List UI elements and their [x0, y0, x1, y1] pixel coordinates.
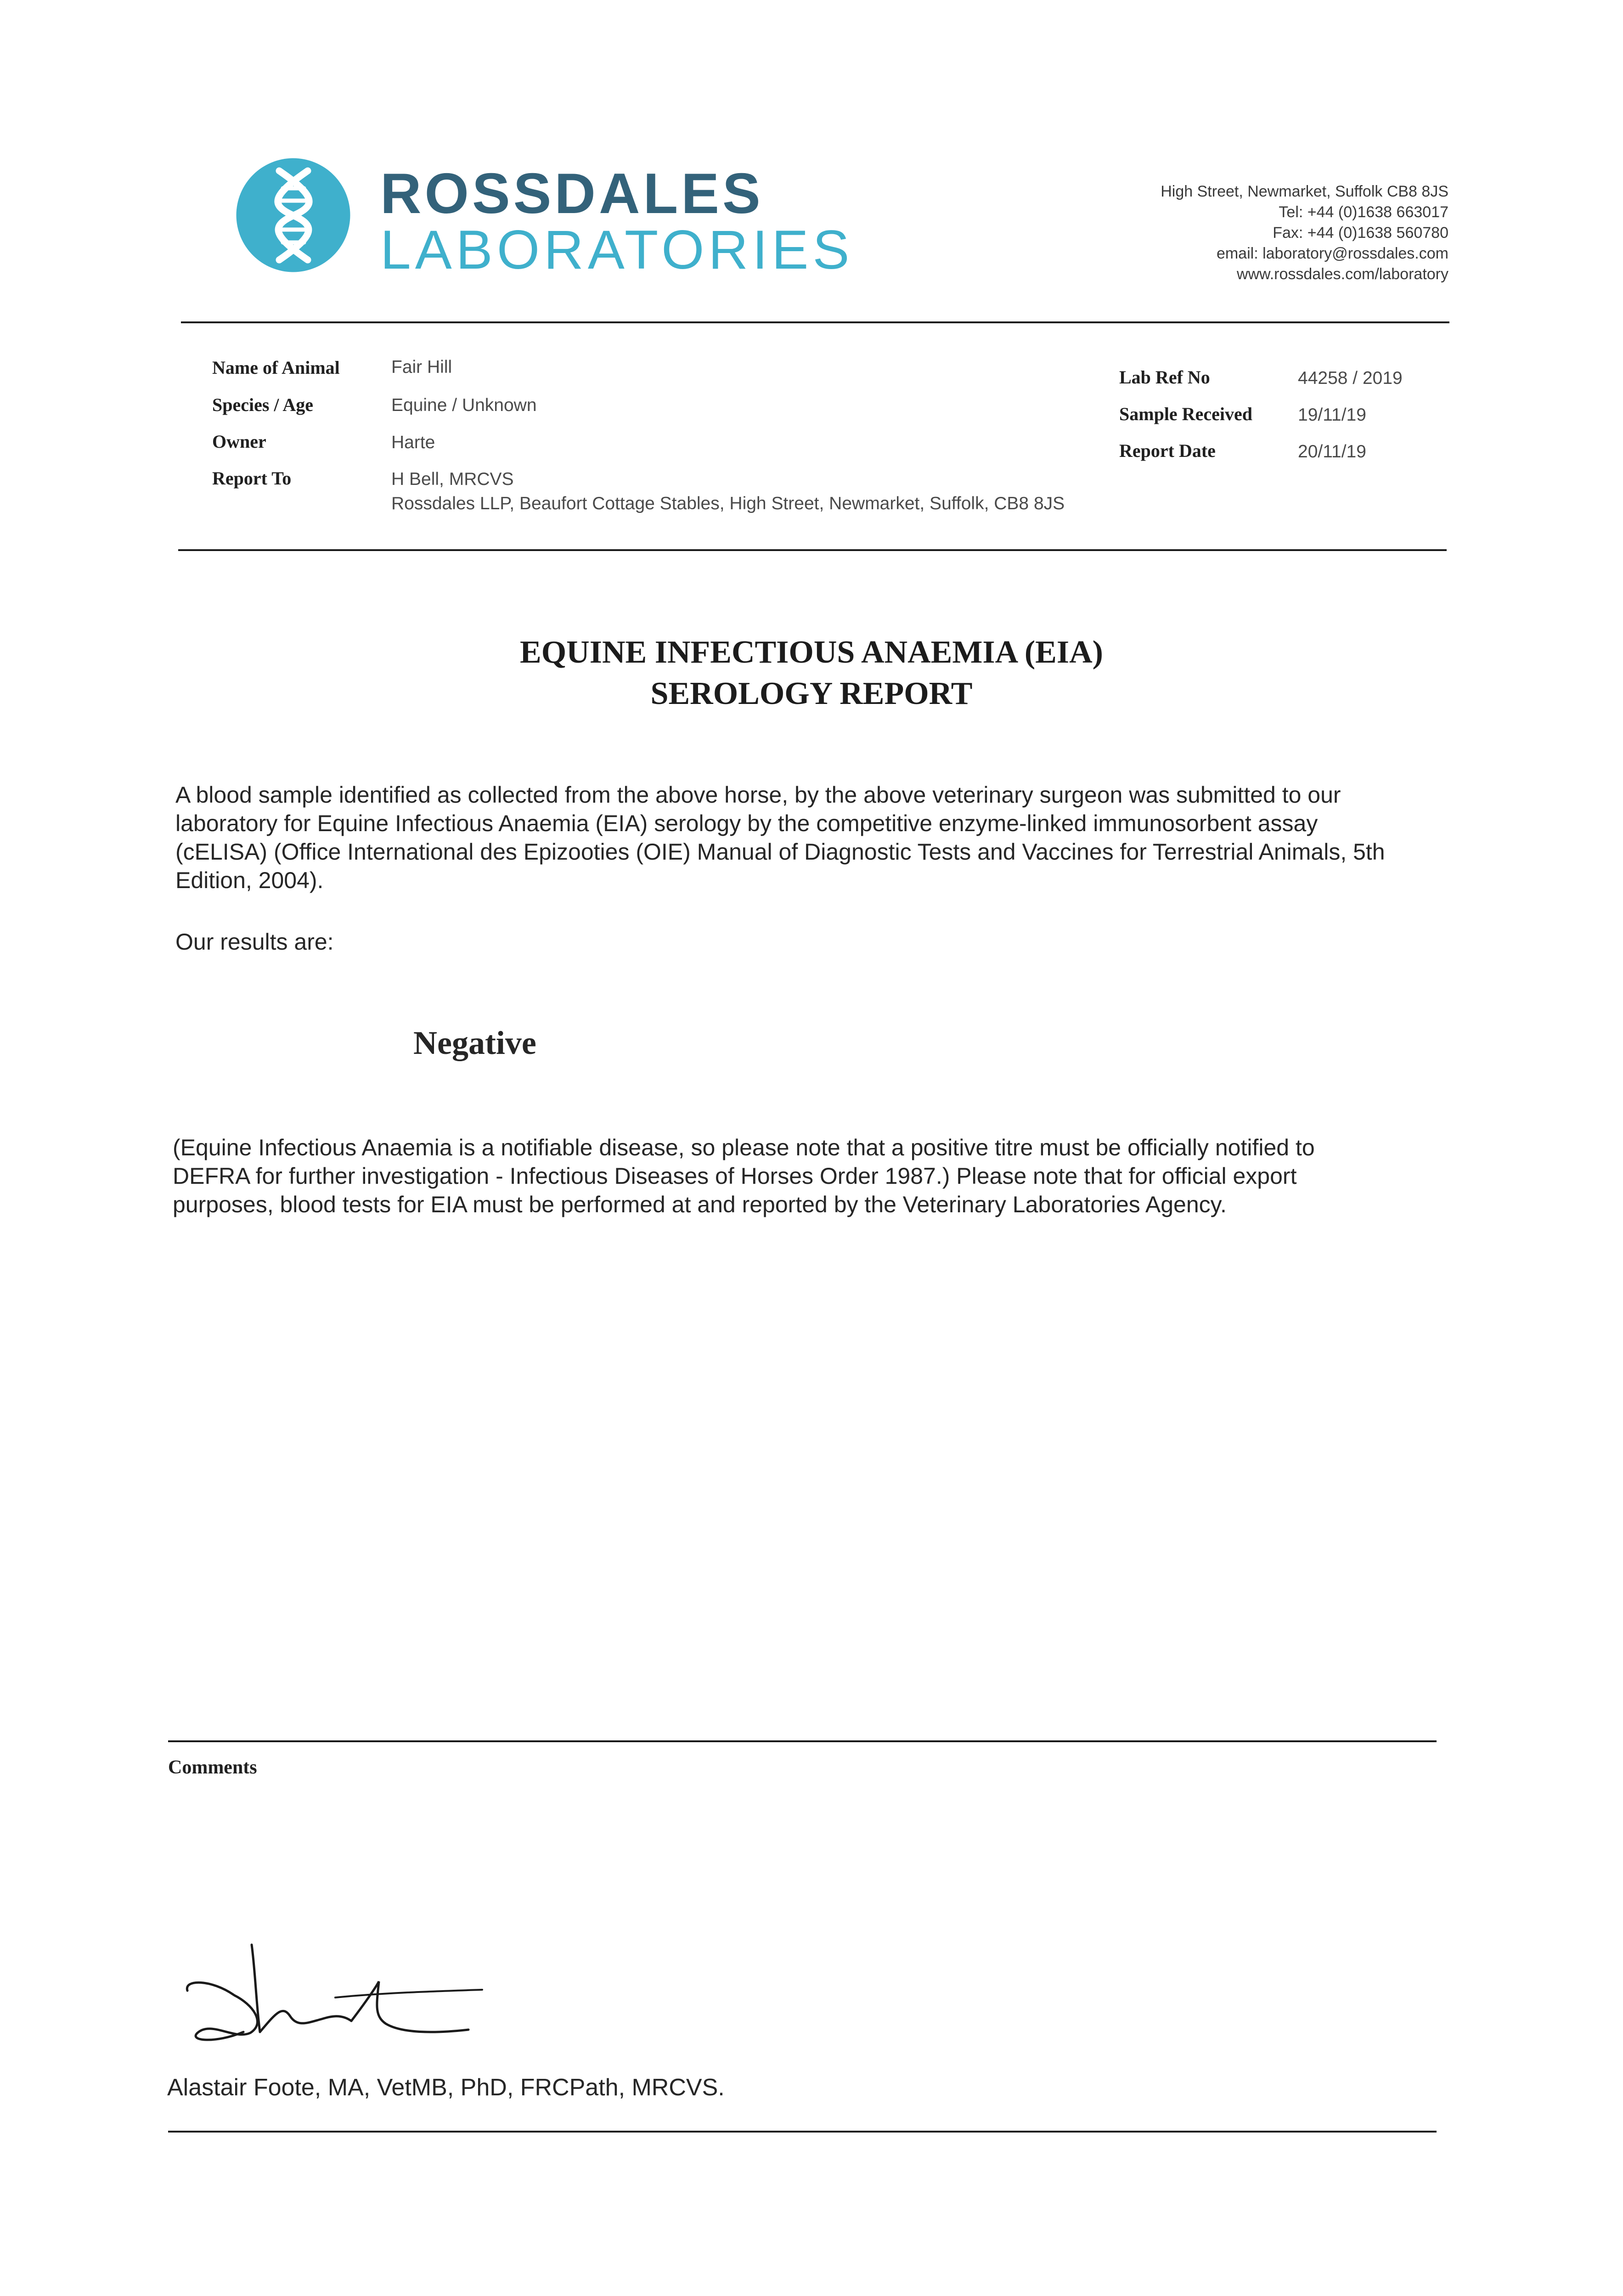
- brand-name: ROSSDALES: [380, 162, 764, 225]
- sample-received-value: 19/11/19: [1298, 405, 1366, 425]
- sample-received-label: Sample Received: [1119, 404, 1252, 424]
- signatory-name: Alastair Foote, MA, VetMB, PhD, FRCPath, MRCVS.: [167, 2074, 725, 2101]
- contact-tel: Tel: +44 (0)1638 663017: [1279, 203, 1448, 221]
- brand-subtitle: LABORATORIES: [380, 219, 854, 281]
- report-to-name: H Bell, MRCVS: [391, 469, 514, 489]
- header-divider: [181, 321, 1449, 323]
- animal-value: Fair Hill: [391, 357, 452, 377]
- contact-fax: Fax: +44 (0)1638 560780: [1273, 224, 1448, 242]
- footer-divider: [168, 2131, 1437, 2133]
- result-value: Negative: [413, 1024, 536, 1061]
- contact-address: High Street, Newmarket, Suffolk CB8 8JS: [1161, 183, 1448, 200]
- intro-line: laboratory for Equine Infectious Anaemia (EIA) serology by the competitive enzyme-linked immunosorbent assay: [175, 810, 1318, 836]
- contact-email: email: laboratory@rossdales.com: [1216, 245, 1448, 262]
- lab-ref-label: Lab Ref No: [1119, 367, 1210, 388]
- species-value: Equine / Unknown: [391, 395, 537, 415]
- lab-ref-value: 44258 / 2019: [1298, 368, 1403, 388]
- report-title: EQUINE INFECTIOUS ANAEMIA (EIA): [520, 635, 1103, 670]
- report-subtitle: SEROLOGY REPORT: [650, 676, 973, 711]
- owner-value: Harte: [391, 433, 435, 452]
- contact-website: www.rossdales.com/laboratory: [1236, 265, 1448, 283]
- intro-paragraph: [175, 781, 1461, 895]
- comments-divider: [168, 1740, 1437, 1742]
- report-to-label: Report To: [212, 468, 292, 489]
- owner-label: Owner: [212, 431, 266, 452]
- intro-line: Edition, 2004).: [175, 867, 324, 893]
- report-date-value: 20/11/19: [1298, 442, 1366, 461]
- report-to-address: Rossdales LLP, Beaufort Cottage Stables, High Street, Newmarket, Suffolk, CB8 8JS: [391, 494, 1065, 513]
- details-divider: [178, 549, 1447, 551]
- notice-paragraph: [173, 1133, 1459, 1219]
- animal-label: Name of Animal: [212, 357, 340, 378]
- report-date-label: Report Date: [1119, 440, 1216, 461]
- species-label: Species / Age: [212, 394, 313, 415]
- comments-label: Comments: [168, 1757, 257, 1778]
- intro-line: (cELISA) (Office International des Epizooties (OIE) Manual of Diagnostic Tests and Vaccines for Terrestrial Animals, 5th: [175, 839, 1385, 865]
- notice-line: DEFRA for further investigation - Infectious Diseases of Horses Order 1987.) Please note that for official export: [173, 1163, 1297, 1189]
- notice-line: (Equine Infectious Anaemia is a notifiable disease, so please note that a positive titre must be officially notified to: [173, 1135, 1315, 1160]
- signature: [170, 1936, 501, 2055]
- notice-line: purposes, blood tests for EIA must be performed at and reported by the Veterinary Laboratories Agency.: [173, 1192, 1227, 1217]
- results-intro: Our results are:: [175, 929, 334, 955]
- dna-helix-icon: [235, 157, 351, 273]
- contact-block: [1161, 181, 1448, 285]
- intro-line: A blood sample identified as collected from the above horse, by the above veterinary surgeon was submitted to our: [175, 782, 1341, 808]
